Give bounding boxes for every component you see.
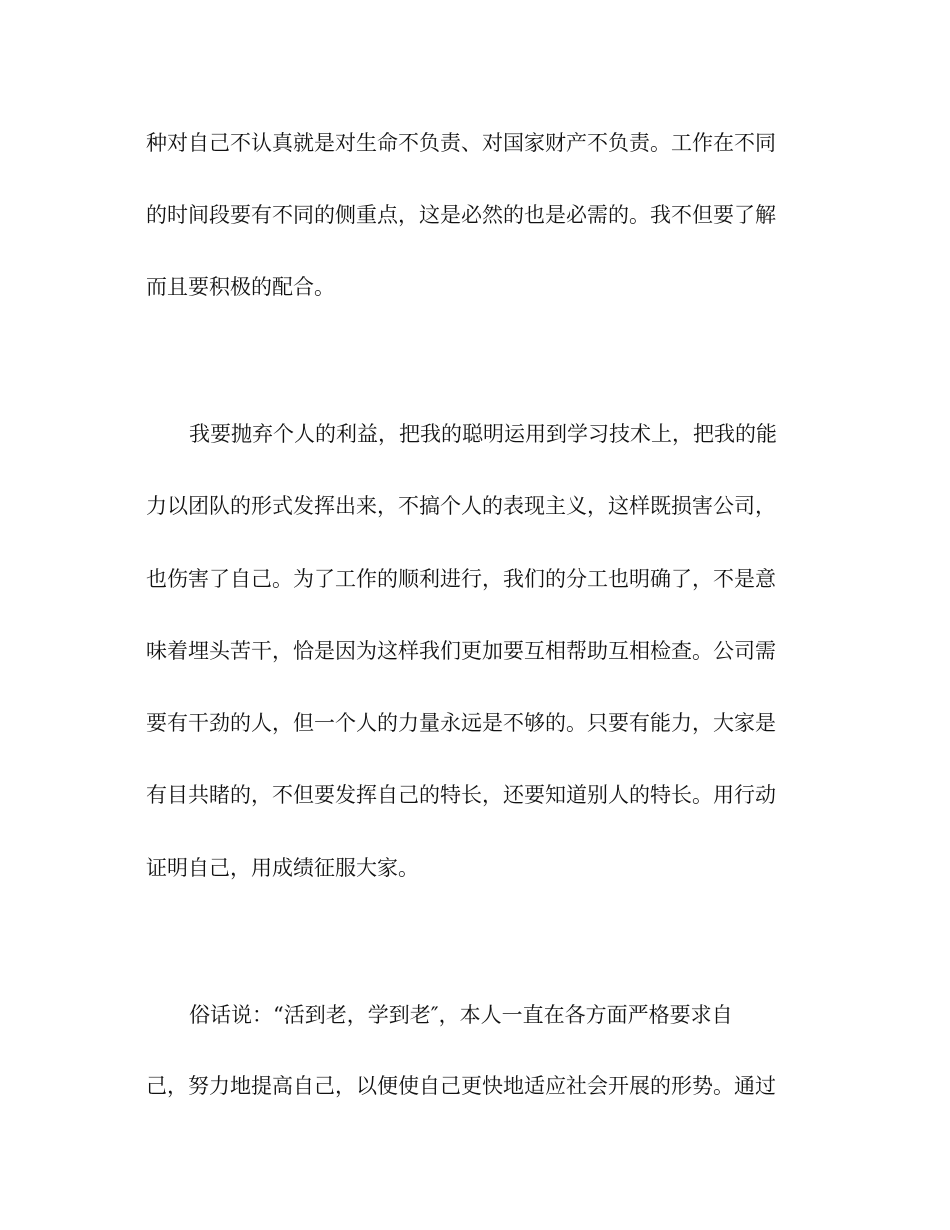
paragraph-1-line-2: 的时间段要有不同的侧重点，这是必然的也是必需的。我不但要了解 — [146, 203, 776, 227]
paragraph-2-line-3: 也伤害了自己。为了工作的顺利进行，我们的分工也明确了，不是意 — [146, 567, 776, 591]
paragraph-2-line-2: 力以团队的形式发挥出来，不搞个人的表现主义，这样既损害公司， — [146, 494, 776, 518]
paragraph-2-line-6: 有目共睹的，不但要发挥自己的特长，还要知道别人的特长。用行动 — [146, 783, 776, 807]
paragraph-3-line-1: 俗话说：“活到老，学到老″，本人一直在各方面严格要求自 — [189, 1003, 733, 1027]
paragraph-2-line-4: 味着埋头苦干，恰是因为这样我们更加要互相帮助互相检查。公司需 — [146, 639, 776, 663]
paragraph-3-line-2: 己，努力地提高自己，以便使自己更快地适应社会开展的形势。通过 — [146, 1074, 776, 1098]
paragraph-2-line-5: 要有干劲的人，但一个人的力量永远是不够的。只要有能力，大家是 — [146, 711, 776, 735]
paragraph-2-line-7: 证明自己，用成绩征服大家。 — [146, 856, 419, 880]
paragraph-2-line-1: 我要抛弃个人的利益，把我的聪明运用到学习技术上，把我的能 — [189, 422, 777, 446]
paragraph-1-line-1: 种对自己不认真就是对生命不负责、对国家财产不负责。工作在不同 — [146, 131, 776, 155]
paragraph-1-line-3: 而且要积极的配合。 — [146, 275, 335, 299]
